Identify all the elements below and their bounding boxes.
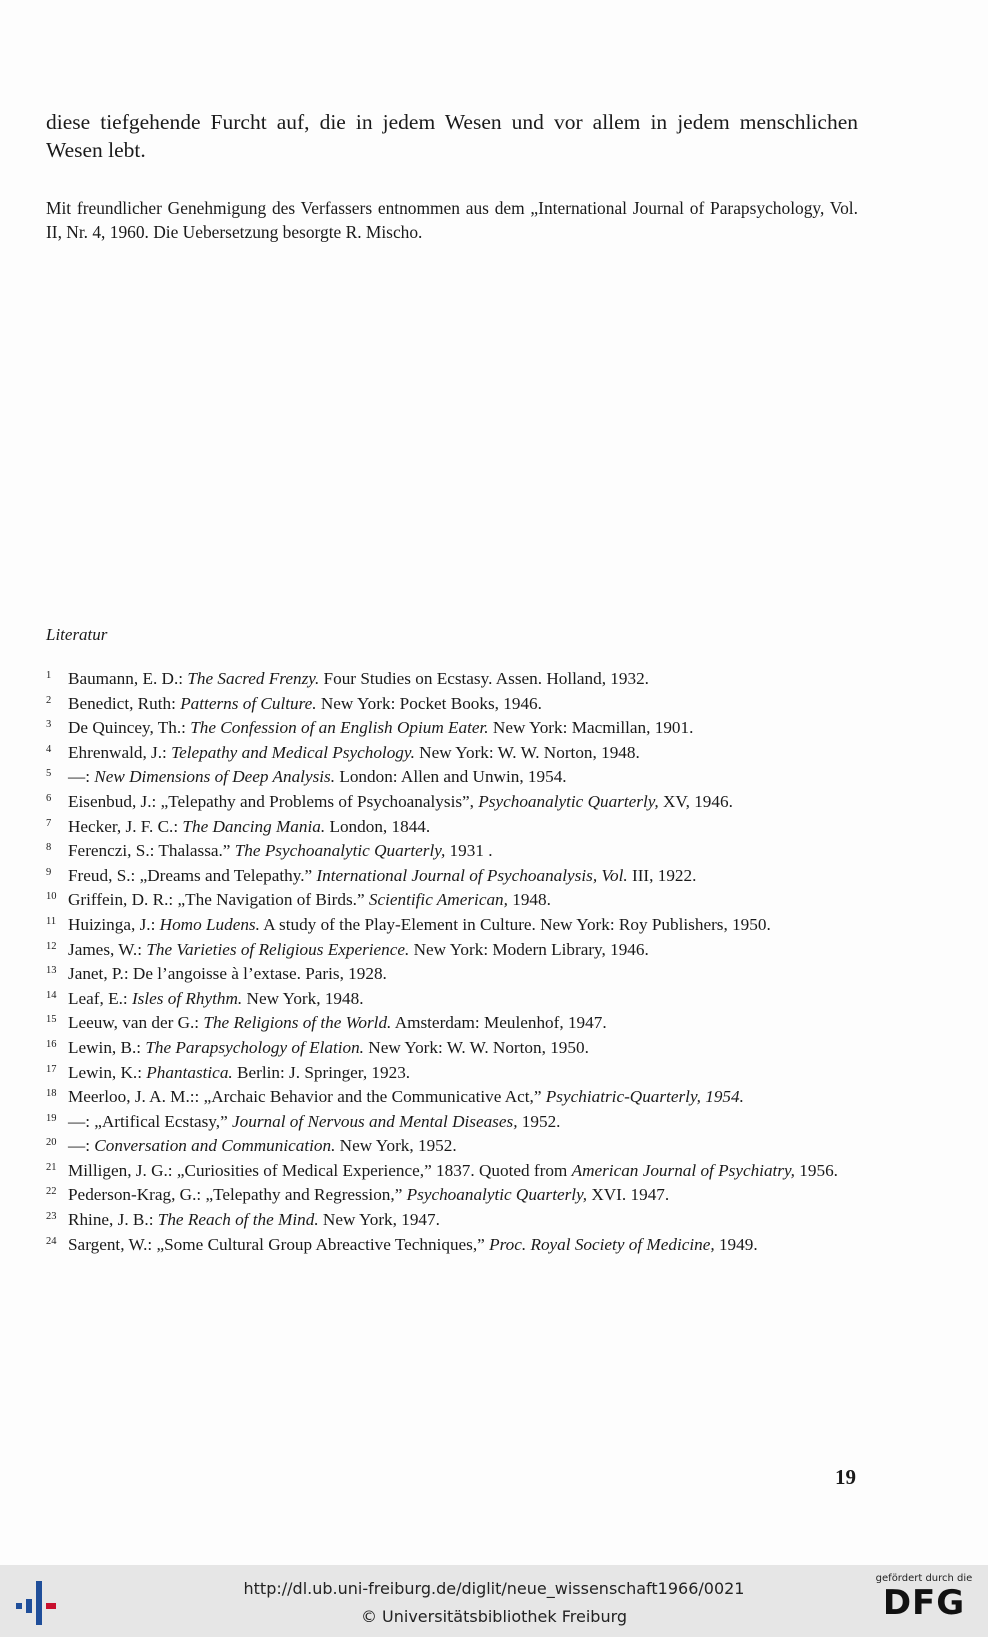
reference-number: 6 <box>46 792 52 804</box>
viewer-footer <box>0 1565 988 1637</box>
reference-details: London: Allen and Unwin, 1954. <box>335 767 567 787</box>
reference-details: New York: W. W. Norton, 1948. <box>414 742 640 762</box>
dfg-logo <box>870 1573 978 1631</box>
reference-details: III, 1922. <box>627 865 697 885</box>
reference-title: Phantastica. <box>146 1062 233 1082</box>
reference-details: Four Studies on Ecstasy. Assen. Holland, 1932. <box>319 669 649 688</box>
reference-item <box>46 913 858 938</box>
reference-number: 15 <box>46 1014 57 1026</box>
reference-number: 14 <box>46 989 57 1001</box>
document-url-link[interactable]: http://dl.ub.uni-freiburg.de/diglit/neue_wissenschaft1966/0021 <box>243 1579 745 1598</box>
reference-details: New York, 1948. <box>242 988 364 1008</box>
reference-author: —: <box>68 767 95 787</box>
reference-number: 5 <box>46 768 52 780</box>
reference-title: Psychiatric-Quarterly, 1954. <box>545 1087 744 1107</box>
reference-item <box>46 765 858 790</box>
reference-number: 22 <box>46 1186 57 1198</box>
reference-author: Benedict, Ruth: <box>68 693 181 713</box>
reference-item <box>46 1061 858 1086</box>
reference-details: XVI. 1947. <box>587 1185 670 1205</box>
reference-title: Patterns of Culture. <box>180 693 317 713</box>
reference-author: Leaf, E.: <box>68 988 132 1008</box>
body-paragraph <box>46 108 858 164</box>
reference-title: The Varieties of Religious Experience. <box>146 939 410 959</box>
page-number: 19 <box>835 1465 856 1489</box>
reference-title: Isles of Rhythm. <box>131 988 243 1008</box>
reference-number: 4 <box>46 743 52 755</box>
reference-number: 8 <box>46 842 52 854</box>
reference-number: 20 <box>46 1137 57 1149</box>
reference-author: Huizinga, J.: <box>68 914 160 934</box>
reference-details: 1956. <box>794 1160 838 1180</box>
reference-title: Journal of Nervous and Mental Diseases, <box>232 1111 518 1131</box>
reference-number: 7 <box>46 817 52 829</box>
reference-title: The Dancing Mania. <box>182 816 326 836</box>
reference-number: 18 <box>46 1088 57 1100</box>
reference-title: Conversation and Communication. <box>94 1136 336 1156</box>
reference-item <box>46 888 858 913</box>
reference-author: Lewin, B.: <box>68 1037 146 1057</box>
reference-title: American Journal of Psychiatry, <box>571 1160 795 1180</box>
reference-title: Proc. Royal Society of Medicine, <box>489 1234 715 1254</box>
reference-title: Homo Ludens. <box>159 914 260 934</box>
reference-author: Griffein, D. R.: „The Navigation of Birds.” <box>68 890 369 910</box>
reference-title: The Psychoanalytic Quarterly, <box>234 841 446 861</box>
reference-item <box>46 839 858 864</box>
reference-item <box>46 938 858 963</box>
reference-author: —: „Artifical Ecstasy,” <box>68 1111 233 1131</box>
reference-number: 13 <box>46 965 57 977</box>
reference-details: New York: Modern Library, 1946. <box>409 939 649 959</box>
reference-number: 1 <box>46 670 52 681</box>
reference-number: 3 <box>46 719 52 731</box>
reference-author: James, W.: <box>68 939 147 959</box>
reference-number: 21 <box>46 1161 57 1173</box>
reference-number: 17 <box>46 1063 57 1075</box>
reference-details: New York: Pocket Books, 1946. <box>316 693 542 713</box>
reference-title: Psychoanalytic Quarterly, <box>478 791 659 811</box>
reference-number: 19 <box>46 1112 57 1124</box>
reference-title: Telepathy and Medical Psychology. <box>171 742 415 762</box>
reference-details: New York: W. W. Norton, 1950. <box>363 1037 589 1057</box>
reference-author: Eisenbud, J.: „Telepathy and Problems of Psychoanalysis”, <box>68 791 479 811</box>
reference-title: Scientific American, <box>368 890 508 910</box>
reference-details: A study of the Play-Element in Culture. New York: Roy Publishers, 1950. <box>259 914 771 934</box>
reference-title: The Religions of the World. <box>203 1013 392 1033</box>
reference-item <box>46 864 858 889</box>
reference-item <box>46 1159 858 1184</box>
reference-author: De Quincey, Th.: <box>68 718 191 738</box>
reference-number: 2 <box>46 694 52 706</box>
reference-title: The Parapsychology of Elation. <box>145 1037 364 1057</box>
reference-number: 24 <box>46 1235 57 1247</box>
reference-author: Pederson-Krag, G.: „Telepathy and Regression,” <box>68 1185 407 1205</box>
reference-item <box>46 692 858 717</box>
reference-item <box>46 1183 858 1208</box>
reference-title: The Confession of an English Opium Eater. <box>190 718 489 738</box>
reference-details: 1952. <box>517 1111 561 1131</box>
reference-item <box>46 1110 858 1135</box>
reference-number: 10 <box>46 891 57 903</box>
reference-item <box>46 1085 858 1110</box>
reference-item <box>46 741 858 766</box>
reference-item <box>46 790 858 815</box>
reference-author: Freud, S.: „Dreams and Telepathy.” <box>68 865 317 885</box>
reference-title: New Dimensions of Deep Analysis. <box>94 767 336 787</box>
reference-details: XV, 1946. <box>658 791 733 811</box>
reference-number: 16 <box>46 1038 57 1050</box>
reference-details: Amsterdam: Meulenhof, 1947. <box>391 1013 607 1033</box>
reference-author: Ehrenwald, J.: <box>68 742 172 762</box>
reference-author: —: <box>68 1136 95 1156</box>
reference-details: 1949. <box>714 1234 758 1254</box>
reference-details: New York, 1952. <box>335 1136 457 1156</box>
reference-author: Sargent, W.: „Some Cultural Group Abreactive Techniques,” <box>68 1234 490 1254</box>
reference-item <box>46 1233 858 1258</box>
reference-title: The Sacred Frenzy. <box>187 669 320 688</box>
reference-author: Leeuw, van der G.: <box>68 1013 204 1033</box>
reference-author: Ferenczi, S.: Thalassa.” <box>68 841 235 861</box>
reference-number: 23 <box>46 1211 57 1223</box>
translation-note: Mit freundlicher Genehmigung des Verfassers entnommen aus dem „International Journal of Parapsychology, Vol. II, Nr. 4, 1960. Die Uebersetzung besorgte R. Mischo. <box>46 198 858 242</box>
dfg-logo-text: DFG <box>882 1583 966 1623</box>
reference-item <box>46 1011 858 1036</box>
reference-details: New York: Macmillan, 1901. <box>488 718 694 738</box>
paragraph-text: diese tiefgehende Furcht auf, die in jedem Wesen und vor allem in jedem menschlichen Wesen lebt. <box>46 110 858 162</box>
reference-details: 1931 . <box>445 841 493 861</box>
reference-author: Janet, P.: De l’angoisse à l’extase. Paris, 1928. <box>68 964 387 984</box>
reference-author: Hecker, J. F. C.: <box>68 816 183 836</box>
reference-item <box>46 1036 858 1061</box>
reference-author: Baumann, E. D.: <box>68 669 188 688</box>
dfg-funding-label: gefördert durch die <box>875 1573 973 1584</box>
reference-author: Rhine, J. B.: <box>68 1210 158 1230</box>
reference-list <box>46 667 858 1257</box>
reference-title: International Journal of Psychoanalysis, Vol. <box>316 865 628 885</box>
reference-number: 9 <box>46 866 52 878</box>
reference-number: 11 <box>46 915 57 927</box>
copyright-text: © Universitätsbibliothek Freiburg <box>360 1607 628 1626</box>
reference-item <box>46 962 858 987</box>
reference-item <box>46 667 858 692</box>
reference-details: 1948. <box>507 890 551 910</box>
reference-details: London, 1844. <box>325 816 431 836</box>
reference-item <box>46 716 858 741</box>
literature-heading: Literatur <box>46 625 108 644</box>
reference-item <box>46 1134 858 1159</box>
reference-details: New York, 1947. <box>318 1210 440 1230</box>
reference-author: Lewin, K.: <box>68 1062 147 1082</box>
reference-details: Berlin: J. Springer, 1923. <box>232 1062 411 1082</box>
reference-number: 12 <box>46 940 57 952</box>
reference-item <box>46 815 858 840</box>
reference-author: Milligen, J. G.: „Curiosities of Medical Experience,” 1837. Quoted from <box>68 1160 572 1180</box>
reference-title: Psychoanalytic Quarterly, <box>406 1185 588 1205</box>
reference-author: Meerloo, J. A. M.:: „Archaic Behavior and the Communicative Act,” <box>68 1087 546 1107</box>
reference-item <box>46 987 858 1012</box>
reference-title: The Reach of the Mind. <box>157 1210 319 1230</box>
reference-item <box>46 1208 858 1233</box>
